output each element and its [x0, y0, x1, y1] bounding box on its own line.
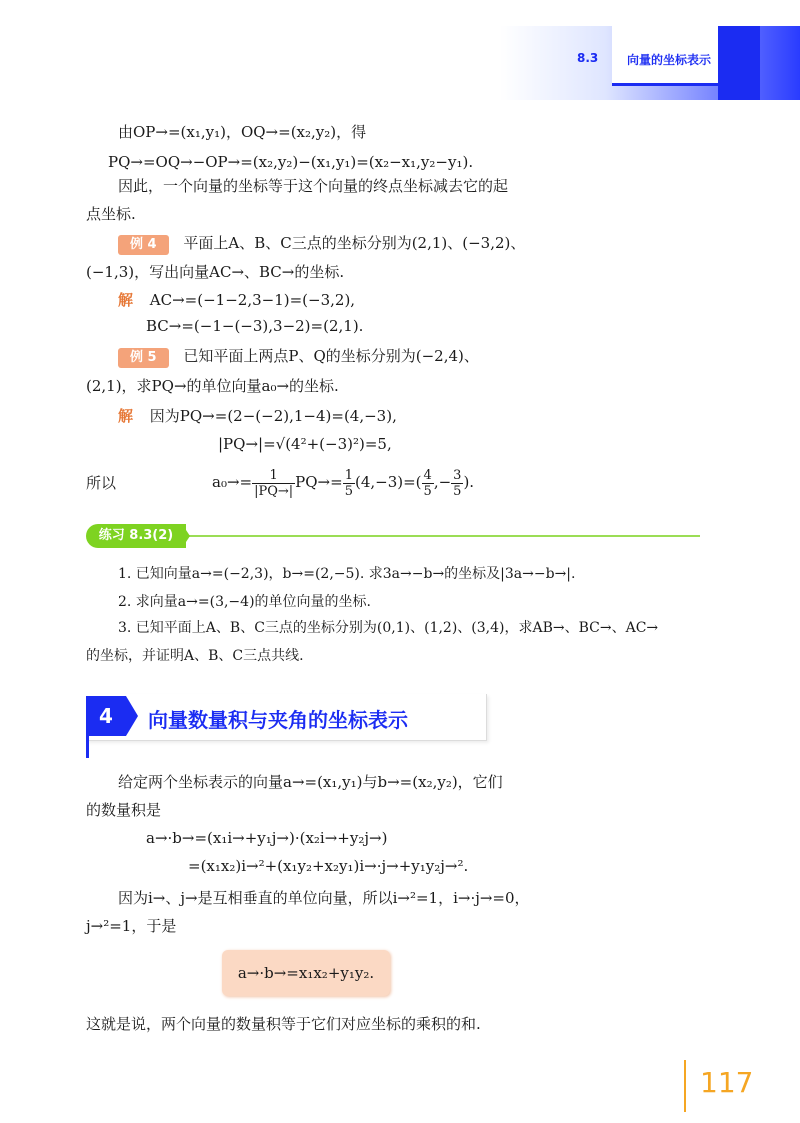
- fraction: [451, 468, 463, 499]
- example-4-solution-line2: BC→=(−1−(−3),3−2)=(2,1).: [146, 317, 364, 335]
- fraction-numerator: 1: [252, 468, 295, 484]
- header-blue-bar: [718, 26, 760, 100]
- page-number-divider: [684, 1060, 686, 1112]
- example-5-line2: (2,1)，求PQ→的单位向量a₀→的坐标.: [86, 377, 339, 395]
- text-line: j→²=1，于是: [86, 917, 177, 935]
- fraction: [252, 468, 295, 499]
- equation-part: ).: [463, 473, 475, 491]
- example-5-text: 已知平面上两点P、Q的坐标分别为(−2,4)、: [183, 347, 479, 365]
- fraction: [422, 468, 434, 499]
- text-line: 的数量积是: [86, 801, 162, 819]
- example-5-solution-line3: [212, 462, 474, 502]
- text-line: 由OP→=(x₁,y₁)，OQ→=(x₂,y₂)，得: [118, 123, 367, 141]
- conclusion-text: 这就是说，两个向量的数量积等于它们对应坐标的乘积的和.: [86, 1015, 481, 1033]
- solution-label: 解: [118, 407, 134, 425]
- section-heading-stub: [86, 736, 89, 758]
- fraction-numerator: 3: [453, 467, 462, 483]
- text-line: 因此，一个向量的坐标等于这个向量的终点坐标减去它的起: [118, 177, 509, 195]
- header-section-number: 8.3: [577, 51, 599, 65]
- practice-item-3-cont: 的坐标，并证明A、B、C三点共线.: [86, 648, 304, 664]
- text-line: 因为i→、j→是互相垂直的单位向量，所以i→²=1，i→·j→=0，: [118, 889, 530, 907]
- equation-part: PQ→=: [295, 473, 343, 491]
- solution-label: 解: [118, 291, 134, 309]
- example-4-line1: [118, 233, 525, 255]
- fraction-numerator: 4: [423, 467, 432, 483]
- boxed-formula: a→·b→=x₁x₂+y₁y₂.: [237, 964, 375, 982]
- equation-line: =(x₁x₂)i→²+(x₁y₂+x₂y₁)i→·j→+y₁y₂j→².: [188, 857, 469, 875]
- example-4-solution-line1: [118, 290, 355, 310]
- fraction-denominator: |PQ→|: [254, 483, 294, 499]
- text-line: 点坐标.: [86, 205, 136, 223]
- practice-divider: [186, 535, 700, 537]
- fraction: [343, 468, 355, 499]
- equation-part: a₀→=: [212, 473, 253, 491]
- practice-item-3: 3. 已知平面上A、B、C三点的坐标分别为(0,1)、(1,2)、(3,4)，求AB→、BC→、AC→: [118, 620, 659, 636]
- text-line: 给定两个坐标表示的向量a→=(x₁,y₁)与b→=(x₂,y₂)，它们: [118, 773, 503, 791]
- fraction-numerator: 1: [344, 467, 353, 483]
- page-number: 117: [700, 1066, 754, 1099]
- section-number-arrow: [126, 696, 138, 736]
- example-4-text: 平面上A、B、C三点的坐标分别为(2,1)、(−3,2)、: [183, 234, 526, 252]
- practice-tag: 练习 8.3(2): [86, 524, 186, 548]
- practice-item-1: 1. 已知向量a→=(−2,3)，b→=(2,−5). 求3a→−b→的坐标及|3a→−b→|.: [118, 566, 576, 582]
- example-4-line2: (−1,3)，写出向量AC→、BC→的坐标.: [86, 263, 345, 281]
- example-5-solution-label: 所以: [86, 474, 117, 492]
- example-5-solution-line1: [118, 406, 397, 426]
- example-5-line1: [118, 346, 479, 368]
- fraction-denominator: 5: [423, 483, 432, 499]
- practice-item-2: 2. 求向量a→=(3,−4)的单位向量的坐标.: [118, 594, 371, 610]
- section-number-badge: 4: [86, 696, 126, 736]
- example-4-tag: 例 4: [118, 235, 169, 255]
- example-5-tag: 例 5: [118, 348, 169, 368]
- equation-line: a→·b→=(x₁i→+y₁j→)·(x₂i→+y₂j→): [146, 829, 388, 847]
- text-line: PQ→=OQ→−OP→=(x₂,y₂)−(x₁,y₁)=(x₂−x₁,y₂−y₁).: [108, 153, 474, 171]
- equation-part: ,−: [433, 473, 452, 491]
- solution-equation: AC→=(−1−2,3−1)=(−3,2),: [149, 291, 356, 309]
- fraction-denominator: 5: [453, 483, 462, 499]
- practice-tag-arrow: [182, 524, 190, 548]
- solution-equation: 因为PQ→=(2−(−2),1−4)=(4,−3),: [149, 407, 397, 425]
- fraction-denominator: 5: [344, 483, 353, 499]
- header-section-title: 向量的坐标表示: [627, 53, 712, 67]
- equation-part: (4,−3)=(: [354, 473, 422, 491]
- section-title: 向量数量积与夹角的坐标表示: [148, 708, 408, 732]
- example-5-solution-line2: |PQ→|=√(4²+(−3)²)=5,: [218, 435, 392, 453]
